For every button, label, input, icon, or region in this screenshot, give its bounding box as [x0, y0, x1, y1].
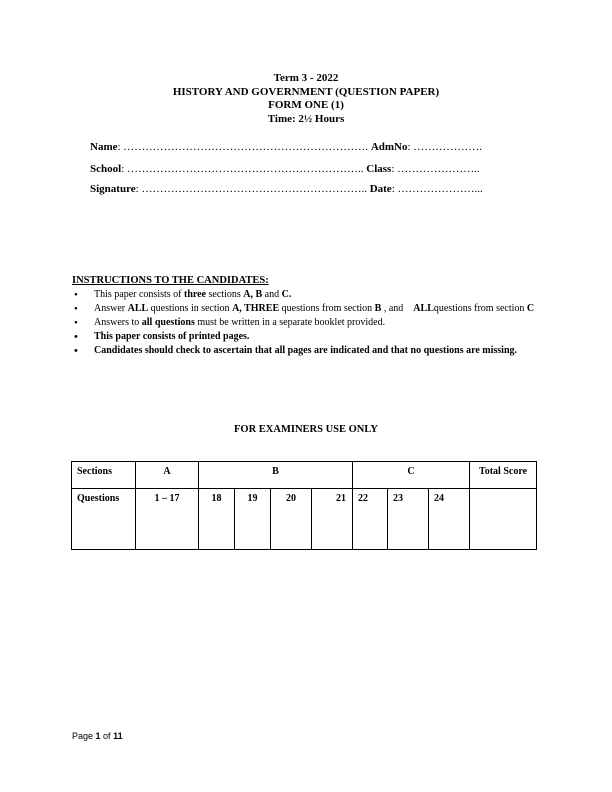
time-line: Time: 2½ Hours — [267, 112, 345, 125]
page-footer — [72, 731, 123, 741]
score-table — [71, 461, 537, 550]
instruction-item — [72, 302, 542, 316]
name-field[interactable]: : …………………………………………………………. — [117, 141, 369, 153]
admno-label: AdmNo — [370, 141, 408, 153]
instruction-item: • Candidates should check to ascertain that all pages are indicated and that no questions are missing. — [72, 344, 542, 358]
text: Answers to — [94, 317, 142, 328]
question-cell-c[interactable]: 22 — [353, 489, 388, 550]
sections-label: Sections — [72, 462, 136, 489]
of-word: of — [100, 731, 114, 741]
page-word: Page — [72, 731, 96, 741]
text: must be written in a separate booklet provided. — [194, 317, 386, 328]
question-cell-c[interactable]: 24 — [429, 489, 470, 550]
text: , and — [381, 303, 414, 314]
question-cell-b[interactable]: 20 — [271, 489, 312, 550]
question-cell-b[interactable]: 21 — [312, 489, 353, 550]
page-total: 11 — [113, 731, 123, 741]
text: questions in section — [148, 303, 233, 314]
instructions-title: INSTRUCTIONS TO THE CANDIDATES: — [72, 275, 269, 286]
total-score-cell[interactable] — [470, 489, 537, 550]
text-bold: B — [374, 303, 382, 314]
text-bold: C. — [281, 289, 292, 300]
text: and — [262, 289, 282, 300]
text: sections — [206, 289, 244, 300]
signature-field[interactable]: : …………………………………………………….. — [135, 183, 367, 195]
section-b-header: B — [199, 462, 353, 489]
date-label: Date — [369, 183, 392, 195]
instruction-item — [72, 288, 542, 302]
paper-header — [0, 72, 612, 126]
school-class-row — [90, 163, 480, 175]
name-label: Name — [90, 141, 118, 153]
instructions-list — [72, 288, 542, 358]
name-admno-row — [90, 141, 482, 153]
text-bold: C — [526, 303, 535, 314]
text-bold: ALL — [413, 303, 434, 314]
text-bold: three — [184, 289, 207, 300]
sections-row — [72, 462, 537, 489]
text: Answer — [94, 303, 128, 314]
text-bold: A, B — [243, 289, 263, 300]
text: questions from section — [433, 303, 527, 314]
text-bold: ALL — [127, 303, 149, 314]
questions-row — [72, 489, 537, 550]
instructions-block — [72, 274, 542, 358]
instruction-item: • This paper consists of printed pages. — [72, 330, 542, 344]
subject-line: HISTORY AND GOVERNMENT (QUESTION PAPER) — [172, 85, 440, 98]
question-cell-b[interactable]: 18 — [199, 489, 235, 550]
date-field[interactable]: : …………………... — [391, 183, 483, 195]
total-score-header: Total Score — [470, 462, 537, 489]
questions-label: Questions — [72, 489, 136, 550]
class-field[interactable]: : ………………….. — [391, 163, 480, 175]
form-line: FORM ONE (1) — [268, 99, 344, 111]
school-field[interactable]: : ……………………………………………………….. — [121, 163, 364, 175]
examiners-title: FOR EXAMINERS USE ONLY — [233, 424, 378, 435]
instruction-item — [72, 316, 542, 330]
text-bold: all questions — [141, 317, 195, 328]
school-label: School — [90, 163, 122, 175]
question-cell-c[interactable]: 23 — [388, 489, 429, 550]
admno-field[interactable]: : ………………. — [407, 141, 483, 153]
question-cell-a[interactable]: 1 – 17 — [136, 489, 199, 550]
text-bold: A, THREE — [232, 303, 280, 314]
class-label: Class — [366, 163, 392, 175]
text: questions from section — [279, 303, 375, 314]
term-line: Term 3 - 2022 — [273, 72, 339, 84]
question-cell-b[interactable]: 19 — [235, 489, 271, 550]
signature-date-row — [90, 183, 483, 195]
section-a-header: A — [136, 462, 199, 489]
text: This paper consists of — [94, 289, 184, 300]
section-c-header: C — [353, 462, 470, 489]
signature-label: Signature — [90, 183, 136, 195]
page-number: 1 — [95, 731, 101, 741]
